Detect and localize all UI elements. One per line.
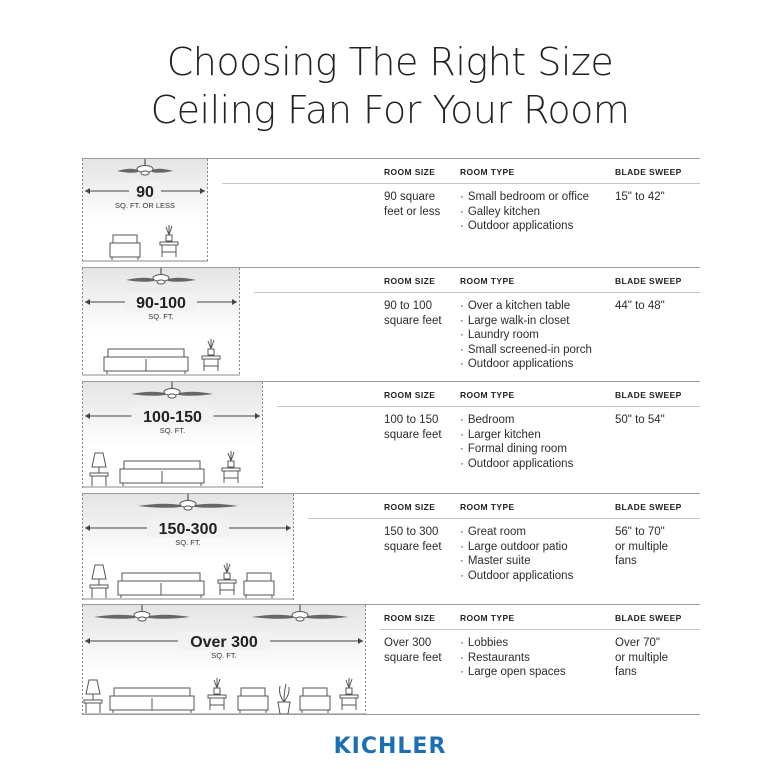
- list-item: · Outdoor applications: [460, 569, 574, 582]
- list-item: · Laundry room: [460, 329, 539, 341]
- room-size-value: 90 square feet or less: [384, 191, 441, 218]
- header-room-type: ROOM TYPE: [460, 613, 515, 623]
- room-size-label: 100-150: [143, 409, 202, 426]
- header-blade-sweep: BLADE SWEEP: [615, 502, 682, 512]
- list-item: · Bedroom: [460, 414, 515, 426]
- list-item: · Lobbies: [460, 637, 509, 649]
- header-room-size: ROOM SIZE: [384, 167, 436, 177]
- header-divider: [254, 292, 700, 293]
- room-type-list: [460, 190, 589, 234]
- list-item: · Outdoor applications: [460, 358, 574, 370]
- size-row: [82, 494, 700, 600]
- blade-sweep-value: 50" to 54": [615, 414, 665, 426]
- armchair-icon: [244, 573, 274, 598]
- row-divider: [82, 493, 700, 494]
- sq-ft-label: SQ. FT. OR LESS: [114, 201, 176, 210]
- room-illustration: [82, 382, 263, 488]
- page-title-line-1: Choosing The Right Size: [166, 40, 614, 84]
- room-size-value: 150 to 300 square feet: [384, 526, 442, 553]
- page-title-line-2: Ceiling Fan For Your Room: [150, 88, 630, 132]
- room-type-list: [460, 299, 592, 372]
- kichler-logo: KICHLER: [333, 734, 447, 759]
- sq-ft-label: SQ. FT.: [148, 312, 174, 321]
- list-item: · Outdoor applications: [460, 220, 574, 232]
- header-room-type: ROOM TYPE: [460, 390, 515, 400]
- blade-sweep-value: 56" to 70" or multiple fans: [615, 526, 669, 567]
- sq-ft-label: SQ. FT.: [211, 651, 237, 660]
- header-room-size: ROOM SIZE: [384, 613, 436, 623]
- size-row: [82, 382, 700, 488]
- header-blade-sweep: BLADE SWEEP: [615, 390, 682, 400]
- sq-ft-label: SQ. FT.: [159, 426, 186, 435]
- header-blade-sweep: BLADE SWEEP: [615, 613, 682, 623]
- sq-ft-label: SQ. FT.: [175, 538, 201, 547]
- header-divider: [277, 406, 700, 407]
- list-item: · Formal dining room: [460, 443, 567, 455]
- armchair-icon: [238, 688, 268, 713]
- armchair-icon: [300, 688, 330, 713]
- room-type-list: [460, 636, 566, 680]
- header-divider: [308, 518, 700, 519]
- list-item: · Large outdoor patio: [460, 540, 568, 553]
- header-divider: [380, 629, 700, 630]
- list-item: · Master suite: [460, 555, 531, 567]
- room-size-label: 90-100: [136, 295, 186, 312]
- sofa-icon: [110, 688, 194, 713]
- blade-sweep-value: Over 70" or multiple fans: [615, 637, 669, 678]
- list-item: · Large walk-in closet: [460, 314, 570, 327]
- room-size-label: 150-300: [158, 521, 218, 538]
- header-room-type: ROOM TYPE: [460, 502, 515, 512]
- room-size-value: Over 300 square feet: [384, 637, 442, 664]
- size-row: [82, 159, 700, 262]
- room-type-list: [460, 525, 573, 583]
- room-type-list: [460, 413, 573, 471]
- list-item: · Large open spaces: [460, 666, 566, 678]
- header-room-size: ROOM SIZE: [384, 502, 436, 512]
- row-divider: [82, 604, 700, 605]
- header-blade-sweep: BLADE SWEEP: [615, 276, 682, 286]
- blade-sweep-value: 15" to 42": [615, 191, 665, 203]
- room-size-value: 90 to 100 square feet: [384, 300, 442, 327]
- size-row: [82, 268, 700, 376]
- room-size-label: 90: [136, 184, 154, 201]
- room-illustration: [82, 605, 366, 715]
- sofa-icon: [120, 461, 204, 486]
- list-item: · Over a kitchen table: [460, 300, 571, 312]
- header-room-type: ROOM TYPE: [460, 276, 515, 286]
- header-room-type: ROOM TYPE: [460, 167, 515, 177]
- blade-sweep-value: 44" to 48": [615, 300, 665, 312]
- list-item: · Outdoor applications: [460, 457, 574, 470]
- list-item: · Galley kitchen: [460, 205, 541, 218]
- header-room-size: ROOM SIZE: [384, 390, 436, 400]
- list-item: · Small bedroom or office: [460, 191, 590, 203]
- list-item: · Restaurants: [460, 651, 530, 664]
- sofa-icon: [104, 349, 188, 374]
- sofa-icon: [118, 573, 204, 598]
- header-room-size: ROOM SIZE: [384, 276, 436, 286]
- list-item: · Larger kitchen: [460, 428, 541, 441]
- room-size-value: 100 to 150 square feet: [384, 414, 442, 441]
- room-illustration: [82, 268, 240, 376]
- row-divider: [82, 158, 700, 159]
- room-size-label: Over 300: [190, 634, 258, 651]
- armchair-icon: [110, 235, 140, 260]
- row-divider: [82, 381, 700, 382]
- list-item: · Great room: [460, 526, 527, 538]
- header-divider: [222, 183, 700, 184]
- room-illustration: [82, 494, 294, 600]
- room-illustration: [82, 159, 208, 262]
- size-row: [82, 605, 700, 715]
- row-divider: [82, 267, 700, 268]
- header-blade-sweep: BLADE SWEEP: [615, 167, 682, 177]
- row-divider: [82, 714, 700, 715]
- list-item: · Small screened-in porch: [460, 343, 592, 356]
